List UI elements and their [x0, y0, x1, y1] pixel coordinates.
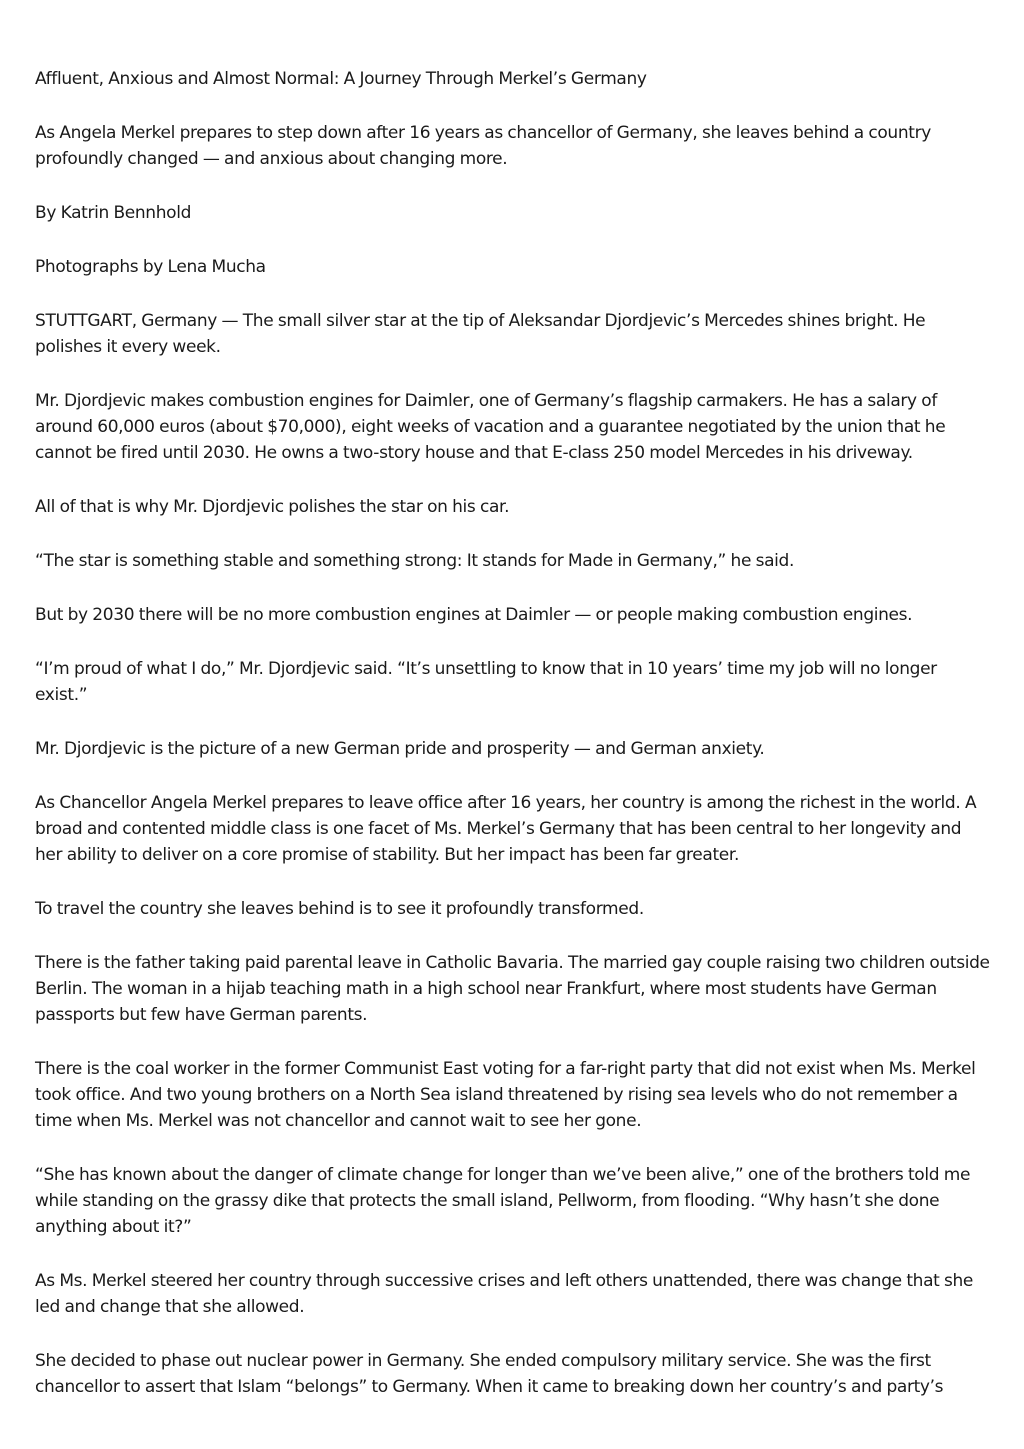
body-paragraph: “She has known about the danger of climate change for longer than we’ve been alive,” one of the brothers told me while standing on the grassy dike that protects the small island, Pellworm, from flooding. “Why hasn’t she done anything about it?” [35, 1165, 971, 1237]
article [35, 66, 990, 1428]
body-paragraph: Mr. Djordjevic makes combustion engines for Daimler, one of Germany’s flagship carmakers. He has a salary of around 60,000 euros (about $70,000), eight weeks of vacation and a guarantee negotiated by the union that he cannot be fired until 2030. He owns a two-story house and that E-class 250 model Mercedes in his driveway. [35, 391, 946, 463]
body-paragraph: All of that is why Mr. Djordjevic polishes the star on his car. [35, 497, 510, 517]
body-paragraph: Mr. Djordjevic is the picture of a new German pride and prosperity — and German anxiety. [35, 739, 765, 759]
body-paragraph: “The star is something stable and something strong: It stands for Made in Germany,” he said. [35, 551, 795, 571]
body-paragraph: As Chancellor Angela Merkel prepares to leave office after 16 years, her country is among the richest in the world. A broad and contented middle class is one facet of Ms. Merkel’s Germany that has been central to her longevity and her ability to deliver on a core promise of stability. But her impact has been far greater. [35, 793, 977, 865]
body-paragraph: There is the coal worker in the former Communist East voting for a far-right party that did not exist when Ms. Merkel took office. And two young brothers on a North Sea island threatened by rising sea levels who do not remember a time when Ms. Merkel was not chancellor and cannot wait to see her gone. [35, 1059, 976, 1131]
body-paragraph: She decided to phase out nuclear power in Germany. She ended compulsory military service. She was the first chancellor to assert that Islam “belongs” to Germany. When it came to breaking down her country’s and party’s [35, 1351, 944, 1397]
body-paragraph: There is the father taking paid parental leave in Catholic Bavaria. The married gay couple raising two children outside Berlin. The woman in a hijab teaching math in a high school near Frankfurt, where most students have German passports but few have German parents. [35, 953, 990, 1025]
byline: By Katrin Bennhold [35, 203, 192, 223]
body-paragraph: “I’m proud of what I do,” Mr. Djordjevic said. “It’s unsettling to know that in 10 years’ time my job will no longer exist.” [35, 659, 937, 705]
body-paragraph: But by 2030 there will be no more combustion engines at Daimler — or people making combustion engines. [35, 605, 913, 625]
article-summary: As Angela Merkel prepares to step down after 16 years as chancellor of Germany, she leaves behind a country profoundly changed — and anxious about changing more. [35, 123, 931, 169]
body-paragraph: To travel the country she leaves behind is to see it profoundly transformed. [35, 899, 644, 919]
article-title: Affluent, Anxious and Almost Normal: A Journey Through Merkel’s Germany [35, 69, 647, 89]
body-paragraph: STUTTGART, Germany — The small silver star at the tip of Aleksandar Djordjevic’s Mercedes shines bright. He polishes it every week. [35, 311, 926, 357]
photo-credit: Photographs by Lena Mucha [35, 257, 266, 277]
body-paragraph: As Ms. Merkel steered her country through successive crises and left others unattended, there was change that she led and change that she allowed. [35, 1271, 974, 1317]
